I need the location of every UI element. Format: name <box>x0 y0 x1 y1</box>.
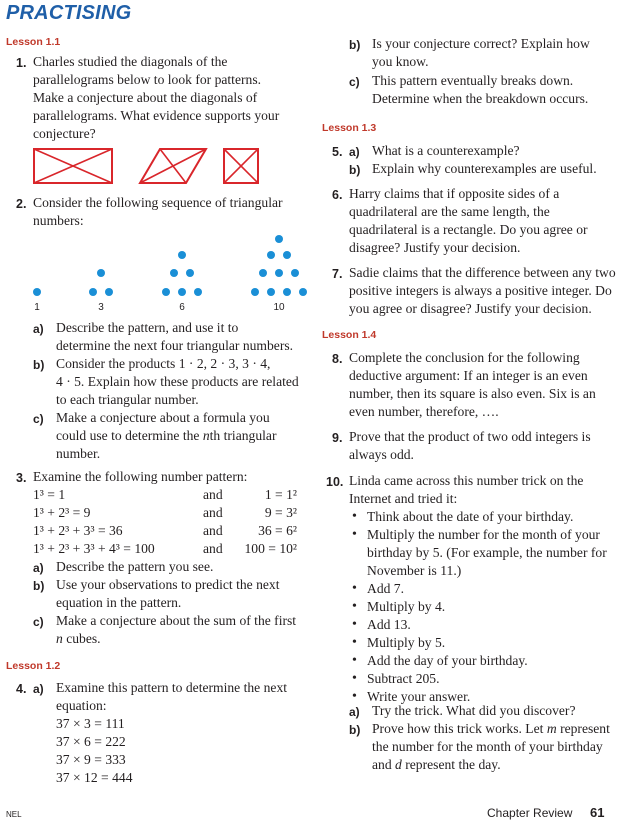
rectangle-figure <box>34 149 112 183</box>
bullet: • <box>352 509 357 524</box>
page-title: PRACTISING <box>6 2 132 24</box>
parallelograms-figure <box>32 147 262 187</box>
text-line: number. <box>56 446 101 461</box>
question-7-number: 7. <box>332 267 343 281</box>
list-item: November is 11.) <box>367 563 462 578</box>
variable-d: d <box>395 757 402 772</box>
square-figure <box>224 149 258 183</box>
text-line: deductive argument: If an integer is an even <box>349 368 588 383</box>
question-10-number: 10. <box>326 475 344 489</box>
variable-n: n <box>56 631 63 646</box>
pattern-left: 1³ + 2³ + 3³ + 4³ = 100 <box>33 541 155 556</box>
text-line: Is your conjecture correct? Explain how <box>372 36 590 51</box>
page-number: 61 <box>590 805 605 820</box>
part-label: a) <box>33 322 44 336</box>
question-6-number: 6. <box>332 188 343 202</box>
equation: 37 × 3 = 111 <box>56 716 125 731</box>
text-line: Use your observations to predict the next <box>56 577 280 592</box>
pattern-right: 100 = 10² <box>244 541 297 556</box>
question-3-intro: Examine the following number pattern: <box>33 469 248 484</box>
text-line: even number, therefore, …. <box>349 404 499 419</box>
dot-label: 10 <box>273 302 285 313</box>
text-line: Make a conjecture about a formula you <box>56 410 270 425</box>
text-line: you know. <box>372 54 429 69</box>
text-line <box>56 631 101 647</box>
text-line: numbers: <box>33 213 84 228</box>
list-item: Subtract 205. <box>367 671 440 686</box>
part-label: a) <box>349 705 360 719</box>
list-item: Add the day of your birthday. <box>367 653 528 668</box>
list-item: Think about the date of your birthday. <box>367 509 574 524</box>
bullet: • <box>352 581 357 596</box>
pattern-and: and <box>203 505 223 520</box>
text-line: Consider the products 1 · 2, 2 · 3, 3 · 4, <box>56 356 271 371</box>
question-10a-text: Try the trick. What did you discover? <box>372 703 576 718</box>
pattern-right: 1 = 1² <box>264 487 297 502</box>
question-9-number: 9. <box>332 431 343 445</box>
bullet: • <box>352 635 357 650</box>
question-5a-text: What is a counterexample? <box>372 143 520 158</box>
question-8-number: 8. <box>332 352 343 366</box>
parallelogram-figure <box>140 149 206 183</box>
question-5-number: 5. <box>332 145 343 159</box>
bullet: • <box>352 671 357 686</box>
footer-chapter: Chapter Review <box>487 806 573 820</box>
variable-n: n <box>202 428 210 443</box>
part-label: b) <box>33 358 45 372</box>
dot-label: 1 <box>34 302 40 313</box>
equation: 37 × 12 = 444 <box>56 770 133 785</box>
part-label: c) <box>33 615 44 629</box>
list-item: Multiply the number for the month of your <box>367 527 600 542</box>
text-line: Harry claims that if opposite sides of a <box>349 186 560 201</box>
pattern-and: and <box>203 523 223 538</box>
part-label: a) <box>33 561 44 575</box>
list-item: Add 7. <box>367 581 405 596</box>
text-line: conjecture? <box>33 126 96 141</box>
text-line: you agree or disagree? Justify your decision. <box>349 301 592 316</box>
lesson-heading-1-3: Lesson 1.3 <box>322 122 377 134</box>
text-line: Determine when the breakdown occurs. <box>372 91 589 106</box>
text-line: Charles studied the diagonals of the <box>33 54 228 69</box>
text-span: and <box>372 757 392 772</box>
text-line: 4 · 5. Explain how these products are related <box>56 374 299 389</box>
triangular-dots-figure <box>20 230 320 300</box>
text-line: equation in the pattern. <box>56 595 182 610</box>
equation: 37 × 9 = 333 <box>56 752 126 767</box>
equation: 37 × 6 = 222 <box>56 734 126 749</box>
pattern-and: and <box>203 541 223 556</box>
pattern-right: 36 = 6² <box>258 523 297 538</box>
dot-label: 3 <box>98 302 104 313</box>
bullet: • <box>352 653 357 668</box>
question-4-number: 4. <box>16 682 27 696</box>
part-label: b) <box>349 723 361 737</box>
text-line: Prove that the product of two odd integers is <box>349 429 591 444</box>
part-label: c) <box>349 75 360 89</box>
text-line: quadrilateral are the same length, the <box>349 204 550 219</box>
bullet: • <box>352 527 357 542</box>
text-line: Make a conjecture about the diagonals of <box>33 90 258 105</box>
text-line: This pattern eventually breaks down. <box>372 73 574 88</box>
text-line: Linda came across this number trick on the <box>349 473 584 488</box>
list-item: Write your answer. <box>367 689 471 704</box>
text-line: Consider the following sequence of triangular <box>33 195 283 210</box>
text-span: represent the day. <box>405 757 501 772</box>
text-line: the number for the month of your birthday <box>372 739 603 754</box>
text-span: could use to determine the <box>56 428 200 443</box>
text-line <box>56 428 276 444</box>
text-line: Sadie claims that the difference between any two <box>349 265 616 280</box>
lesson-heading-1-4: Lesson 1.4 <box>322 329 377 341</box>
list-item: birthday by 5. (For example, the number for <box>367 545 607 560</box>
bullet: • <box>352 689 357 704</box>
variable-m: m <box>546 721 557 736</box>
text-line: determine the next four triangular numbers. <box>56 338 294 353</box>
text-span: represent <box>560 721 610 736</box>
question-2-number: 2. <box>16 197 27 211</box>
lesson-heading-1-2: Lesson 1.2 <box>6 660 61 672</box>
bullet: • <box>352 599 357 614</box>
text-line: positive integers is always a positive integer. Do <box>349 283 612 298</box>
text-line: Describe the pattern, and use it to <box>56 320 239 335</box>
pattern-and: and <box>203 487 223 502</box>
footer-publisher: NEL <box>6 810 22 819</box>
part-label: a) <box>33 682 44 696</box>
text-line: Internet and tried it: <box>349 491 458 506</box>
part-label: b) <box>349 163 361 177</box>
part-label: b) <box>349 38 361 52</box>
question-3a-text: Describe the pattern you see. <box>56 559 214 574</box>
list-item: Add 13. <box>367 617 411 632</box>
lesson-heading-1-1: Lesson 1.1 <box>6 36 61 48</box>
text-line <box>372 757 501 773</box>
pattern-right: 9 = 3² <box>264 505 297 520</box>
text-line: to each triangular number. <box>56 392 199 407</box>
list-item: Multiply by 4. <box>367 599 446 614</box>
part-label: c) <box>33 412 44 426</box>
text-line: number, then its square is also even. Six is an <box>349 386 596 401</box>
text-line: always odd. <box>349 447 414 462</box>
text-line: disagree? Justify your decision. <box>349 240 521 255</box>
text-span: th triangular <box>209 428 277 443</box>
pattern-left: 1³ = 1 <box>33 487 66 502</box>
question-1-number: 1. <box>16 56 27 70</box>
part-label: a) <box>349 145 360 159</box>
dot-label: 6 <box>179 302 185 313</box>
text-line: Make a conjecture about the sum of the first <box>56 613 297 628</box>
part-label: b) <box>33 579 45 593</box>
question-3-number: 3. <box>16 471 27 485</box>
text-line: parallelograms below to look for patterns. <box>33 72 262 87</box>
text-line <box>372 721 610 737</box>
question-5b-text: Explain why counterexamples are useful. <box>372 161 597 176</box>
text-span: cubes. <box>66 631 101 646</box>
text-line: parallelograms. What evidence supports your <box>33 108 280 123</box>
pattern-left: 1³ + 2³ = 9 <box>33 505 91 520</box>
bullet: • <box>352 617 357 632</box>
pattern-left: 1³ + 2³ + 3³ = 36 <box>33 523 123 538</box>
text-span: Prove how this trick works. Let <box>372 721 544 736</box>
text-line: quadrilateral is a rectangle. Do you agree or <box>349 222 588 237</box>
text-line: Complete the conclusion for the following <box>349 350 580 365</box>
list-item: Multiply by 5. <box>367 635 446 650</box>
text-line: Examine this pattern to determine the next <box>56 680 288 695</box>
text-line: equation: <box>56 698 107 713</box>
